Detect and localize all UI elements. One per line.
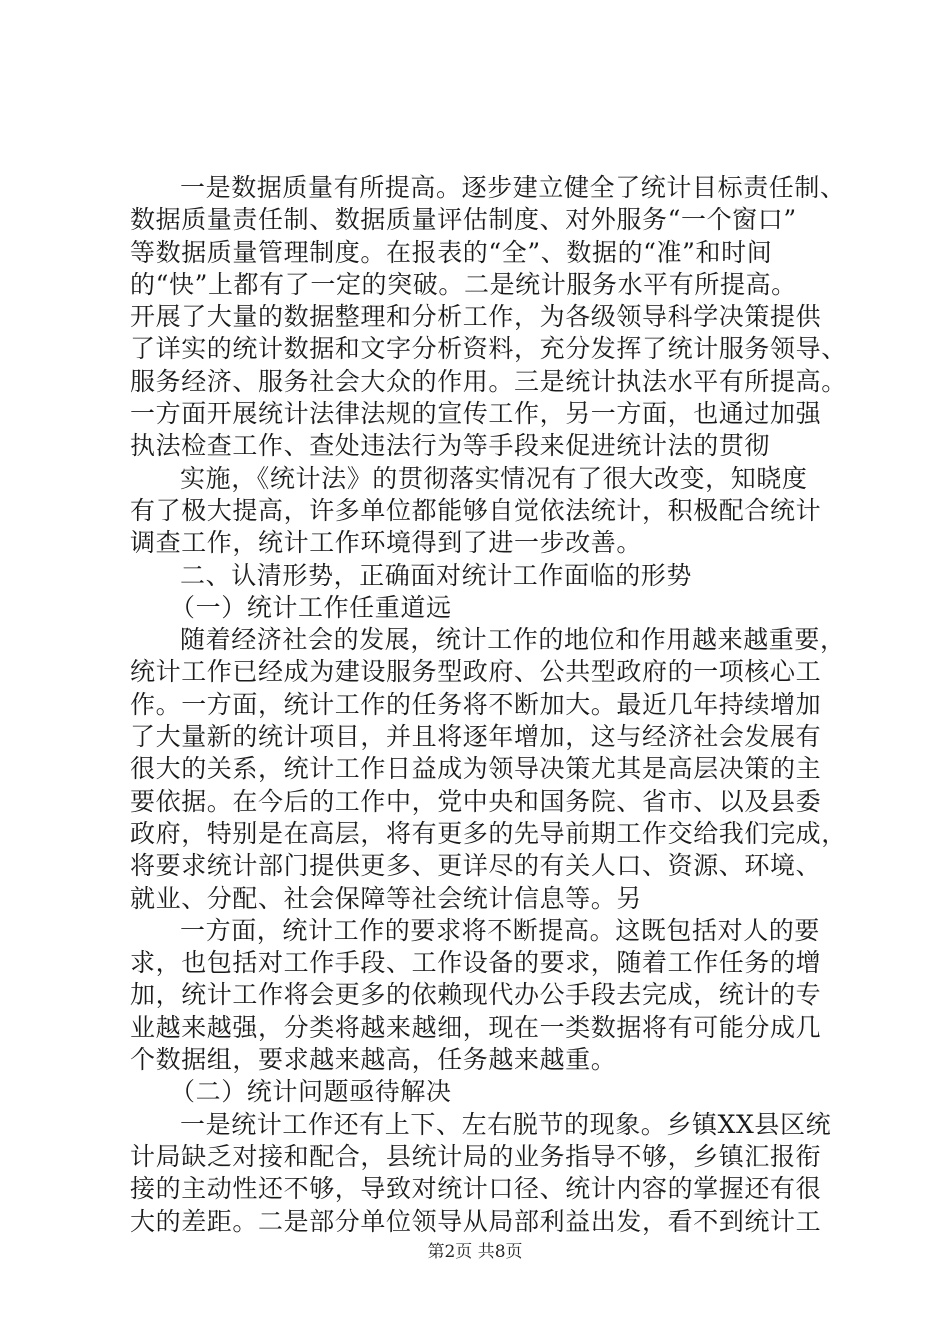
text-line: 加，统计工作将会更多的依赖现代办公手段去完成，统计的专 xyxy=(130,980,822,1010)
text-line: 执法检查工作、查处违法行为等手段来促进统计法的贯彻 xyxy=(130,431,771,461)
text-line: 有了极大提高，许多单位都能够自觉依法统计，积极配合统计 xyxy=(130,495,822,525)
text-line: 了大量新的统计项目，并且将逐年增加，这与经济社会发展有 xyxy=(130,722,822,752)
text-line: 要依据。在今后的工作中，党中央和国务院、省市、以及县委 xyxy=(130,786,822,816)
text-line: 一是数据质量有所提高。逐步建立健全了统计目标责任制、 xyxy=(180,173,846,202)
text-line: 接的主动性还不够，导致对统计口径、统计内容的掌握还有很 xyxy=(130,1174,822,1204)
page-footer: 第2页 共8页 xyxy=(427,1242,523,1262)
text-line: 很大的关系，统计工作日益成为领导决策尤其是高层决策的主 xyxy=(130,754,822,784)
subsection-heading: （一）统计工作任重道远 xyxy=(170,592,452,622)
text-line: 个数据组，要求越来越高，任务越来越重。 xyxy=(130,1045,617,1075)
text-line: 的“快”上都有了一定的突破。二是统计服务水平有所提高。 xyxy=(130,269,797,299)
text-line: 数据质量责任制、数据质量评估制度、对外服务“一个窗口” xyxy=(130,205,797,235)
text-line: 求，也包括对工作手段、工作设备的要求，随着工作任务的增 xyxy=(130,948,822,978)
text-line: 等数据质量管理制度。在报表的“全”、数据的“准”和时间 xyxy=(130,237,773,267)
text-line: 了详实的统计数据和文字分析资料，充分发挥了统计服务领导、 xyxy=(130,334,847,364)
text-line: 一方面开展统计法律法规的宣传工作，另一方面，也通过加强 xyxy=(130,399,822,429)
text-line: 政府，特别是在高层，将有更多的先导前期工作交给我们完成， xyxy=(130,818,847,848)
text-line: 大的差距。二是部分单位领导从局部利益出发，看不到统计工 xyxy=(130,1206,822,1236)
text-line: 计局缺乏对接和配合，县统计局的业务指导不够，乡镇汇报衔 xyxy=(130,1141,822,1171)
text-line: 业越来越强，分类将越来越细，现在一类数据将有可能分成几 xyxy=(130,1012,822,1042)
text-line: 统计工作已经成为建设服务型政府、公共型政府的一项核心工 xyxy=(130,657,822,687)
text-line: 一方面，统计工作的要求将不断提高。这既包括对人的要 xyxy=(180,915,821,945)
section-heading: 二、认清形势，正确面对统计工作面临的形势 xyxy=(180,560,693,590)
text-line: 服务经济、服务社会大众的作用。三是统计执法水平有所提高。 xyxy=(130,366,847,396)
text-line: 作。一方面，统计工作的任务将不断加大。最近几年持续增加 xyxy=(130,689,822,719)
text-line: 就业、分配、社会保障等社会统计信息等。另 xyxy=(130,883,643,913)
text-line: 实施，《统计法》的贯彻落实情况有了很大改变，知晓度 xyxy=(180,463,808,493)
text-line: 开展了大量的数据整理和分析工作，为各级领导科学决策提供 xyxy=(130,302,822,332)
text-line: 将要求统计部门提供更多、更详尽的有关人口、资源、环境、 xyxy=(130,851,822,881)
text-line: 一是统计工作还有上下、左右脱节的现象。乡镇XX县区统 xyxy=(180,1109,832,1139)
text-line: 调查工作，统计工作环境得到了进一步改善。 xyxy=(130,528,643,558)
subsection-heading: （二）统计问题亟待解决 xyxy=(170,1077,452,1107)
text-line: 随着经济社会的发展，统计工作的地位和作用越来越重要， xyxy=(180,625,846,655)
body-text xyxy=(130,172,850,1238)
